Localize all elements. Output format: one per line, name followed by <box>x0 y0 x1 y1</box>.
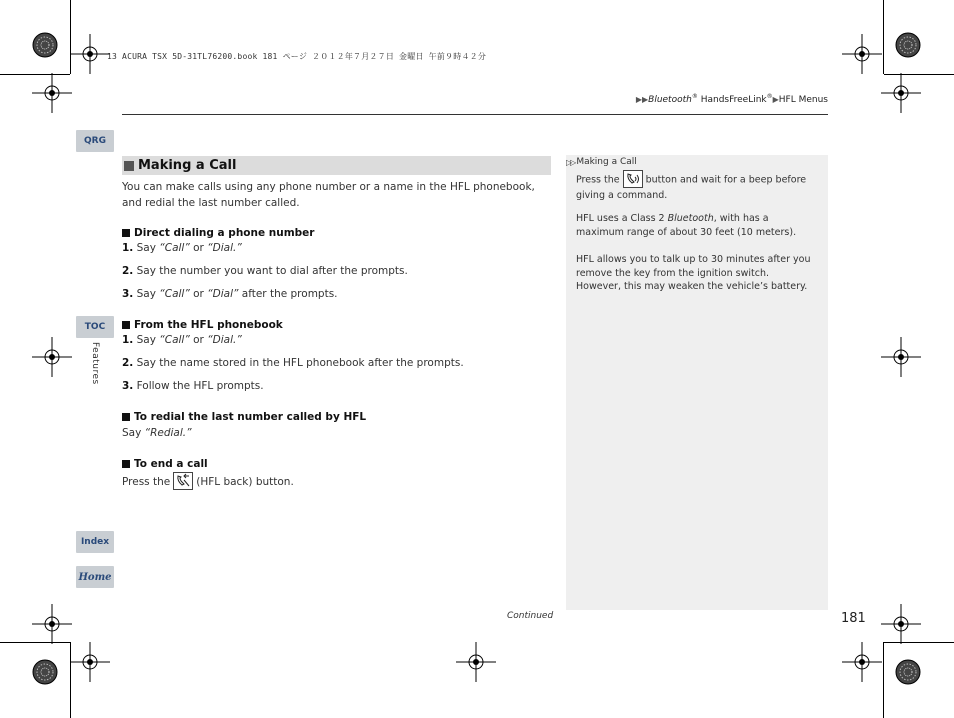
heading-redial <box>122 411 366 423</box>
section-title-bar <box>122 156 551 175</box>
notes-sidebar <box>566 155 828 610</box>
heading-end-call-text: To end a call <box>134 458 208 470</box>
direct-step-3 <box>122 288 338 300</box>
heading-direct-dialing <box>122 227 314 239</box>
step-text: Say <box>133 334 160 346</box>
command-call: “Call” <box>159 242 190 254</box>
section-square-icon <box>124 161 134 171</box>
step-text-or: or <box>189 334 208 346</box>
page-number: 181 <box>841 611 866 626</box>
step-number: 3. <box>122 380 134 392</box>
command-dial: “Dial.” <box>207 242 242 254</box>
step-text: Say the number you want to dial after the prompts. <box>133 265 408 277</box>
section-title: Making a Call <box>138 158 237 173</box>
phonebook-step-1 <box>122 334 242 346</box>
intro-paragraph: You can make calls using any phone number or a name in the HFL phonebook, and redial the last number called. <box>122 181 535 209</box>
header-rule <box>122 114 828 115</box>
heading-end-call <box>122 458 208 470</box>
chapter-label: Features <box>90 342 100 385</box>
command-redial: “Redial.” <box>144 427 192 439</box>
step-number: 2. <box>122 265 134 277</box>
note-talk-button <box>576 171 816 203</box>
command-dial: “Dial” <box>207 288 239 300</box>
note-bluetooth-range <box>576 212 816 239</box>
heading-direct-dialing-text: Direct dialing a phone number <box>134 227 315 239</box>
nav-tab-index[interactable]: Index <box>76 531 114 553</box>
step-text-or: or <box>189 242 208 254</box>
phonebook-step-2 <box>122 357 464 369</box>
notes-reference-text: Making a Call <box>576 157 637 167</box>
breadcrumb <box>636 93 828 105</box>
breadcrumb-handsfreelink[interactable]: HandsFreeLink <box>697 95 767 105</box>
step-text-or: or <box>189 288 208 300</box>
heading-square-icon <box>122 321 130 329</box>
step-text-after: after the prompts. <box>238 288 338 300</box>
heading-phonebook <box>122 319 283 331</box>
command-call: “Call” <box>159 334 190 346</box>
breadcrumb-arrow-icon-2: ▶ <box>772 95 779 104</box>
step-number: 1. <box>122 334 134 346</box>
breadcrumb-registered-mark-2: ® <box>766 93 773 100</box>
step-number: 2. <box>122 357 134 369</box>
notes-reference <box>566 157 637 167</box>
direct-step-1 <box>122 242 242 254</box>
note-text: HFL uses a Class 2 <box>576 213 668 224</box>
step-text: Say <box>122 427 145 439</box>
note-text: , with has a maximum range of about 30 feet (10 meters). <box>576 213 797 238</box>
note-talk-time: HFL allows you to talk up to 30 minutes after you remove the key from the ignition switch. However, this may weaken the vehicle’s battery. <box>576 254 811 292</box>
command-dial: “Dial.” <box>207 334 242 346</box>
note-text: button and wait for a beep before giving a command. <box>576 174 807 201</box>
heading-phonebook-text: From the HFL phonebook <box>134 319 283 331</box>
step-text: Press the <box>122 476 171 488</box>
step-number: 3. <box>122 288 134 300</box>
heading-square-icon <box>122 229 130 237</box>
direct-step-2 <box>122 265 408 277</box>
end-call-instruction <box>122 473 294 491</box>
breadcrumb-arrow-icon: ▶▶ <box>635 95 649 104</box>
phonebook-step-3 <box>122 380 264 392</box>
note-bluetooth-term: Bluetooth <box>667 213 714 224</box>
step-text: Say <box>133 288 160 300</box>
nav-tab-home[interactable]: Home <box>76 566 114 588</box>
step-text-after: (HFL back) button. <box>196 476 294 488</box>
hfl-talk-button-icon <box>623 170 643 188</box>
breadcrumb-registered-mark: ® <box>691 93 698 100</box>
step-number: 1. <box>122 242 134 254</box>
heading-square-icon <box>122 413 130 421</box>
heading-square-icon <box>122 460 130 468</box>
nav-tab-toc[interactable]: TOC <box>76 316 114 338</box>
reference-chevron-icon: ▷▷ <box>566 157 575 167</box>
breadcrumb-hfl-menus[interactable]: HFL Menus <box>778 95 828 105</box>
command-call: “Call” <box>159 288 190 300</box>
redial-instruction <box>122 427 192 439</box>
note-text: Press the <box>576 174 620 186</box>
heading-redial-text: To redial the last number called by HFL <box>134 411 367 423</box>
continued-label: Continued <box>507 611 554 621</box>
breadcrumb-bluetooth[interactable]: Bluetooth <box>648 95 692 105</box>
step-text: Say <box>133 242 160 254</box>
step-text: Say the name stored in the HFL phonebook after the prompts. <box>133 357 464 369</box>
step-text: Follow the HFL prompts. <box>133 380 264 392</box>
nav-tab-qrg[interactable]: QRG <box>76 130 114 152</box>
print-header: 13 ACURA TSX 5D-31TL76200.book 181 ページ ２０１２年７月２７日 金曜日 午前９時４２分 <box>107 52 487 61</box>
hfl-back-button-icon <box>173 472 193 490</box>
